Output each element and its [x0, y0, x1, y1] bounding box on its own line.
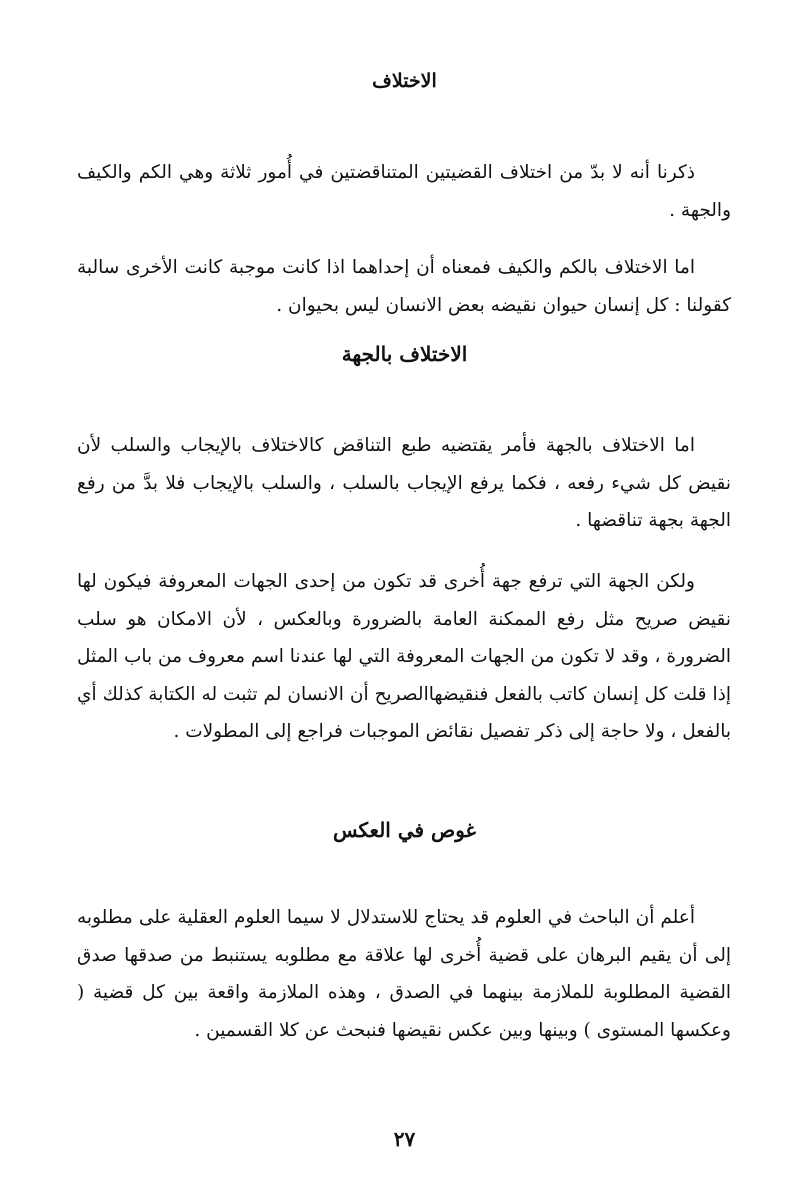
paragraph-modality-2: ولكن الجهة التي ترفع جهة أُخرى قد تكون من إحدى الجهات المعروفة فيكون لها نقيض صريح مثل رفع الممكنة العامة بالضرورة وبالعكس ، لأن الامكان هو سلب الضرورة ، وقد لا تكون من الجهات المعروفة التي لها عندنا اسم معروف من باب المثل إذا قلت كل إنسان كاتب بالفعل فنقيضهاالصريح أن الانسان لم تثبت له الكتابة كذلك أي بالفعل ، ولا حاجة إلى ذكر تفصيل نقائض الموجبات فراجع إلى المطولات .	[77, 571, 731, 742]
paragraph-intro-1: ذكرنا أنه لا بدّ من اختلاف القضيتين المتناقضتين في أُمور ثلاثة وهي الكم والكيف والجهة .	[77, 162, 731, 221]
page-number: ٢٧	[393, 1127, 416, 1151]
section-title-conversion: غوص في العكس	[333, 818, 476, 842]
paragraph-intro-2: اما الاختلاف بالكم والكيف فمعناه أن إحداهما اذا كانت موجبة كانت الأخرى سالبة كقولنا : كل إنسان حيوان نقيضه بعض الانسان ليس بحيوان .	[77, 257, 731, 316]
running-header: الاختلاف	[372, 70, 437, 92]
paragraph-conversion-1: أعلم أن الباحث في العلوم قد يحتاج للاستدلال لا سيما العلوم العقلية على مطلوبه إلى أن يقيم البرهان على قضية أُخرى لها علاقة مع مطلوبه يستنبط من صدقها صدق القضية المطلوبة للملازمة بينهما في الصدق ، وهذه الملازمة واقعة بين كل قضية ( وعكسها المستوى ) وبينها وبين عكس نقيضها فنبحث عن كلا القسمين .	[77, 907, 731, 1041]
section-title-modality: الاختلاف بالجهة	[341, 342, 468, 366]
paragraph-modality-1: اما الاختلاف بالجهة فأمر يقتضيه طبع التناقض كالاختلاف بالإيجاب والسلب لأن نقيض كل شيء رفعه ، فكما يرفع الإيجاب بالسلب ، والسلب بالإيجاب فلا بدَّ من رفع الجهة بجهة تناقضها .	[77, 435, 731, 531]
